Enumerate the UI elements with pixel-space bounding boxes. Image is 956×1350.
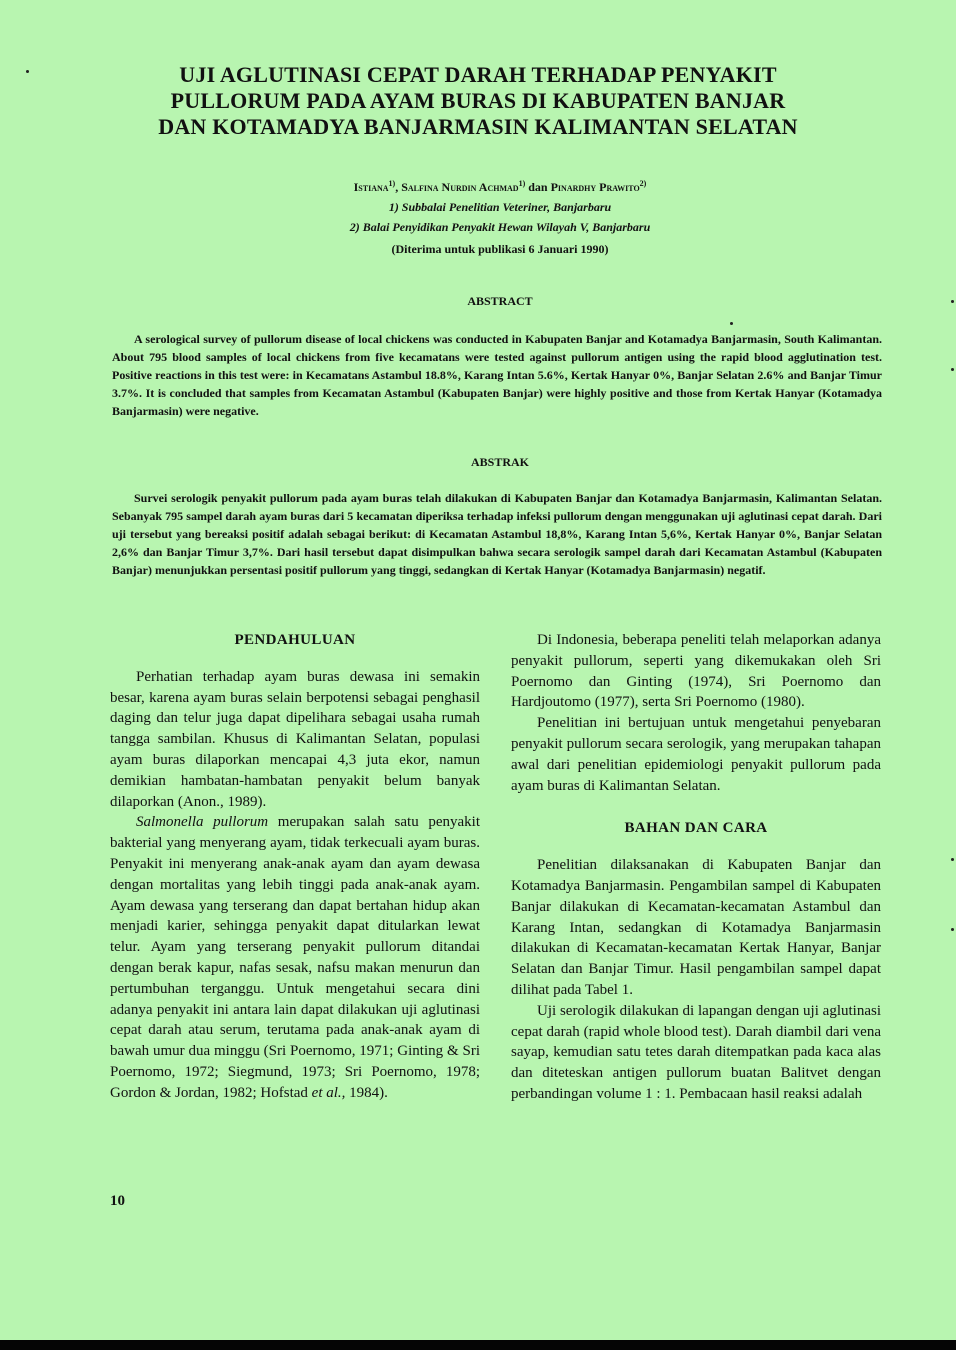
paper-title (110, 62, 846, 140)
author-2-affil-mark: 1) (518, 179, 526, 188)
received-date: (Diterima untuk publikasi 6 Januari 1990) (391, 242, 609, 256)
title-line-1: UJI AGLUTINASI CEPAT DARAH TERHADAP PENYAKIT (179, 62, 777, 87)
intro-paragraph-4: Penelitian ini bertujuan untuk mengetahui penyebaran penyakit pullorum secara serologik, yang merupakan tahapan awal dari penelitian epidemiologi penyakit pullorum pada ayam buras di Kalimantan Selatan. (511, 715, 881, 794)
page-number: 10 (110, 1193, 125, 1209)
title-line-3: DAN KOTAMADYA BANJARMASIN KALIMANTAN SELATAN (158, 114, 798, 139)
species-name: Salmonella pullorum (136, 814, 269, 831)
abstract-body (112, 330, 882, 420)
methods-paragraph-2: Uji serologik dilakukan di lapangan dengan uji aglutinasi cepat darah (rapid whole blood test). Darah diambil dari vena sayap, kemudian satu tetes darah ditempatkan pada kaca alas dan diteteskan antigen pullorum buatan Balitvet dengan perbandingan volume 1 : 1. Pembacaan hasil reaksi adalah (511, 1002, 881, 1102)
scan-speck (730, 322, 733, 325)
abstrak-body (112, 489, 882, 579)
abstrak-paragraph: Survei serologik penyakit pullorum pada ayam buras telah dilakukan di Kabupaten Banjar dan Kotamadya Banjarmasin, Kalimantan Selatan. Sebanyak 795 sampel darah ayam buras dari 5 kecamatan diperiksa terhadap infeksi pullorum dengan menggunakan uji aglutinasi cepat darah. Dari uji tersebut yang bereaksi positif adalah sebagai berikut: di Kecamatan Astambul 18,8%, Karang Intan 5,6%, Kertak Hanyar 0%, Banjar Selatan 2,6% dan Banjar Timur 3,7%. Dari hasil tersebut dapat disimpulkan bahwa secara serologik sampel darah dari Kecamatan Astambul (Kabupaten Banjar) menunjukkan persentasi positif pullorum yang tinggi, sedangkan di Kertak Hanyar (Kotamadya Banjarmasin) negatif. (112, 491, 882, 577)
abstract-heading: ABSTRACT (467, 294, 533, 308)
intro-paragraph-2-end: 1984). (345, 1084, 388, 1101)
intro-paragraph-1: Perhatian terhadap ayam buras dewasa ini semakin besar, karena ayam buras selain berpotensi sebagai penghasil daging dan telur juga dapat dipelihara sebagai usaha rumah tangga sambilan. Khusus di Kalimantan Selatan, populasi ayam buras dilaporkan mencapai 4,3 juta ekor, namun demikian hambatan-hambatan penyakit belum banyak dilaporkan (Anon., 1989). (110, 668, 480, 810)
intro-paragraph-3: Di Indonesia, beberapa peneliti telah melaporkan adanya penyakit pullorum, seperti yang dikemukakan oleh Sri Poernomo dan Ginting (1974), Sri Poernomo dan Hardjoutomo (1977), serta Sri Poernomo (1980). (511, 632, 881, 711)
author-2: Salfina Nurdin Achmad (401, 180, 519, 194)
author-3-affil-mark: 2) (639, 179, 647, 188)
title-line-2: PULLORUM PADA AYAM BURAS DI KABUPATEN BANJAR (170, 88, 786, 113)
scan-speck (951, 858, 954, 861)
scan-speck (951, 368, 954, 371)
scan-speck (951, 928, 954, 931)
author-block (150, 174, 850, 237)
methods-paragraph-1: Penelitian dilaksanakan di Kabupaten Banjar dan Kotamadya Banjarmasin. Pengambilan sampel di Kabupaten Banjar dilakukan di Kecamatan-kecamatan Astambul dan Karang Intan, sedangkan di Kotamadya Banjarmasin dilakukan di Kecamatan-kecamatan Kertak Hanyar, Banjar Selatan dan Banjar Timur. Hasil pengambilan sampel dapat dilihat pada Tabel 1. (511, 857, 881, 998)
scan-speck (951, 300, 954, 303)
et-al: et al., (311, 1084, 346, 1101)
scan-bottom-edge (0, 1340, 956, 1350)
intro-paragraph-2 (110, 812, 480, 1103)
section-heading-pendahuluan: PENDAHULUAN (234, 632, 356, 648)
abstract-paragraph: A serological survey of pullorum disease of local chickens was conducted in Kabupaten Banjar and Kotamadya Banjarmasin, South Kalimantan. About 795 blood samples of local chickens from five kecamatans were tested against pullorum antigen using the rapid blood agglutination test. Positive reactions in this test were: in Kecamatans Astambul 18.8%, Karang Intan 5.6%, Kertak Hanyar 0%, Banjar Selatan 2.6% and Banjar Timur 3.7%. It is concluded that samples from Kecamatan Astambul (Kabupaten Banjar) were highly positive and those from Kertak Hanyar (Kotamadya Banjarmasin) were negative. (112, 332, 882, 418)
affiliation-1: 1) Subbalai Penelitian Veteriner, Banjarbaru (388, 200, 612, 214)
abstrak-heading: ABSTRAK (470, 455, 529, 469)
left-column (110, 630, 480, 1104)
author-line: Istiana$^{1)}$, Salfina Nurdin Achmad$^{1)}$ dan Pinardhy Prawito$^{2)}$ (353, 179, 647, 194)
author-1-affil-mark: 1) (388, 179, 396, 188)
author-3: Pinardhy Prawito (550, 180, 640, 194)
scan-speck (26, 70, 29, 73)
intro-paragraph-2-text: merupakan salah satu penyakit bakterial yang menyerang ayam, tidak terkecuali ayam buras. Penyakit ini menyerang anak-anak ayam dan ayam dewasa dengan mortalitas yang lebih tinggi pada anak-anak ayam. Ayam dewasa yang terserang dan dapat bertahan hidup akan menjadi karier, sehingga penyakit dapat ditularkan lewat telur. Ayam yang terserang penyakit pullorum ditandai dengan berak kapur, nafas sesak, nafsu makan menurun dan pertumbuhan terganggu. Untuk mengetahui secara dini adanya penyakit ini antara lain dapat dilakukan uji aglutinasi cepat darah atau serum, terutama pada anak-anak ayam di bawah umur dua minggu (Sri Poernomo, 1971; Ginting & Sri Poernomo, 1972; Siegmund, 1973; Sri Poernomo, 1978; Gordon & Jordan, 1982; Hofstad (110, 814, 481, 1101)
affiliation-2: 2) Balai Penyidikan Penyakit Hewan Wilayah V, Banjarbaru (349, 220, 651, 234)
author-conjunction: dan (528, 180, 548, 194)
right-column (511, 630, 881, 1105)
section-heading-bahan-dan-cara: BAHAN DAN CARA (624, 820, 768, 837)
author-1: Istiana (353, 180, 389, 194)
